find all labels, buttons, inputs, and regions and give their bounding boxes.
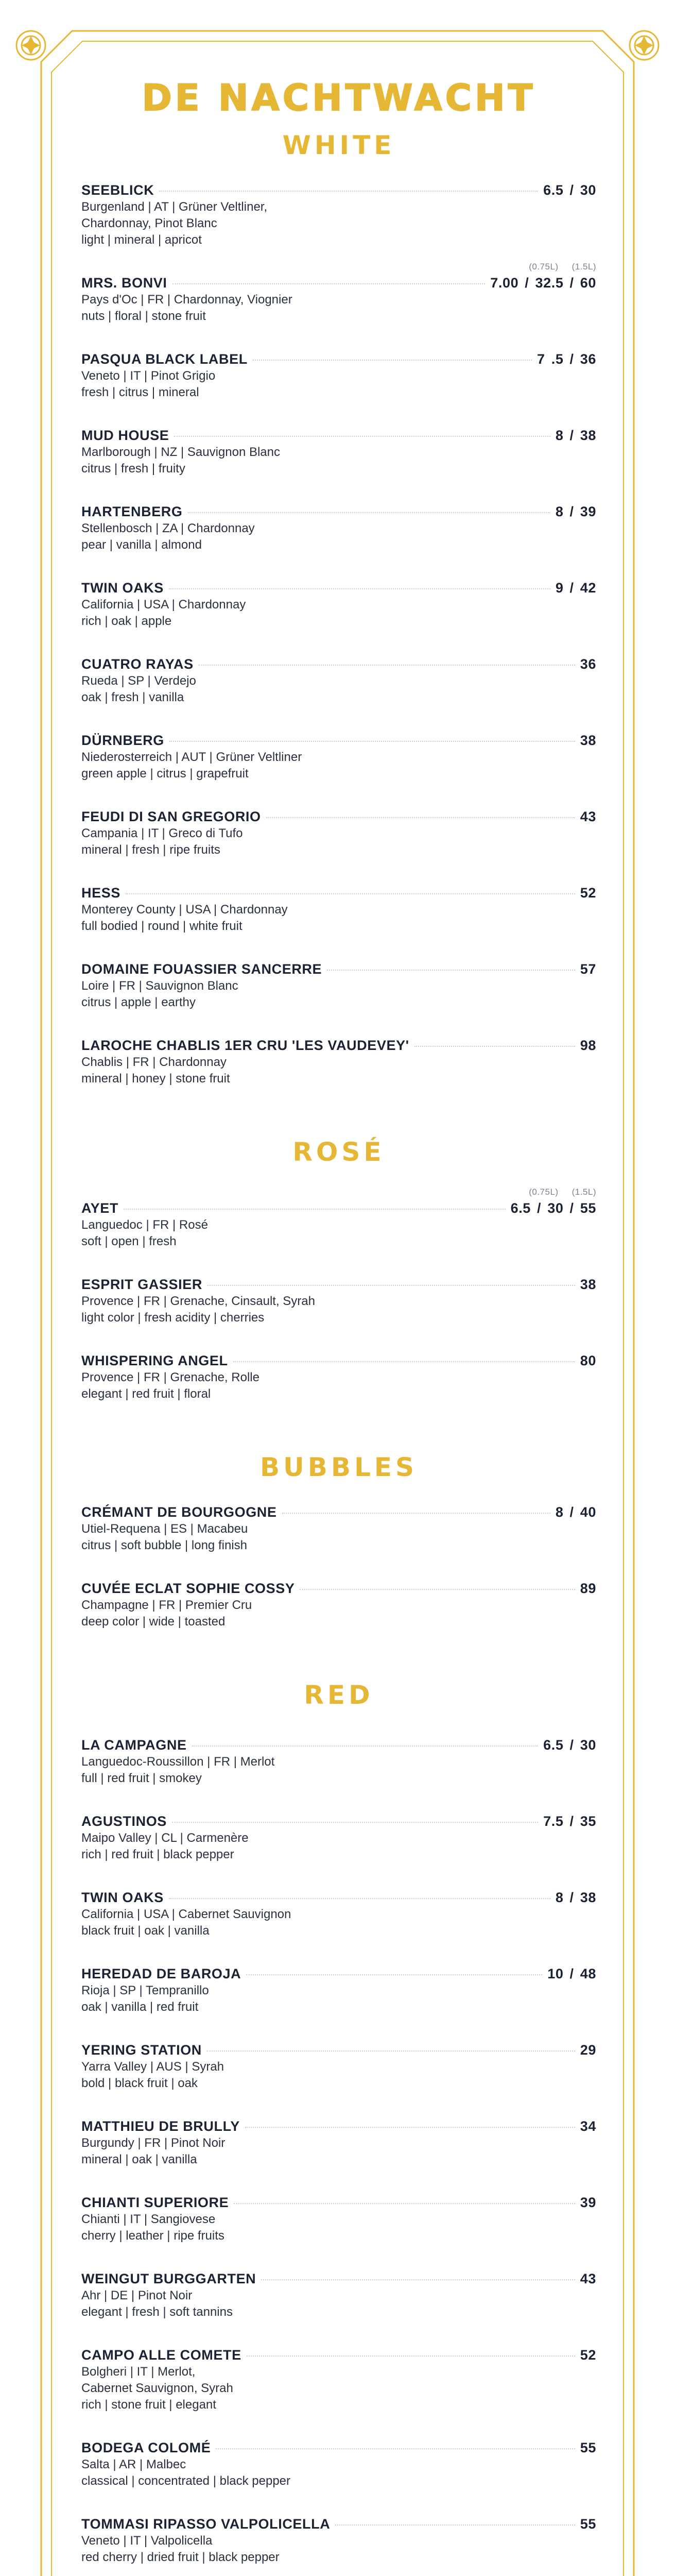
size-label-magnum: (1.5L) [572,1187,596,1197]
wine-item [81,2346,596,2413]
dotted-leader [199,665,575,666]
wine-origin-grapes: Rioja | SP | Tempranillo [81,1984,209,1997]
wine-price: 38 [580,1277,596,1292]
wine-name: LAROCHE CHABLIS 1ER CRU 'LES VAUDEVEY' [81,1038,409,1053]
wine-item-header [81,960,596,978]
dotted-leader [207,2050,575,2052]
wine-price: 8 / 38 [555,428,596,443]
wine-item [81,655,596,706]
dotted-leader [335,2524,575,2526]
menu-sections [81,130,596,2576]
wine-tasting-notes: soft | open | fresh [81,1234,177,1248]
wine-tasting-notes: light | mineral | apricot [81,233,202,247]
wine-name: DÜRNBERG [81,733,164,748]
wine-name: SEEBLICK [81,182,154,198]
wine-item [81,2439,596,2489]
wine-origin-grapes: Bolgheri | IT | Merlot, [81,2365,196,2379]
wine-item-header [81,2346,596,2364]
wine-tasting-notes: bold | black fruit | oak [81,2076,198,2090]
size-label-bottle: (0.75L) [529,262,559,272]
wine-origin-grapes: Champagne | FR | Premier Cru [81,1598,252,1612]
wine-name: YERING STATION [81,2042,202,2058]
wine-price: 6.5 / 30 [543,182,596,198]
wine-price: 36 [580,656,596,672]
wine-item-header [81,808,596,825]
section-white [81,130,596,1087]
wine-item [81,1503,596,1554]
size-label-magnum: (1.5L) [572,262,596,272]
wine-origin-grapes: Loire | FR | Sauvignon Blanc [81,979,238,993]
wine-item [81,579,596,630]
dotted-leader [233,1361,575,1362]
wine-item-header [81,2117,596,2135]
wine-origin-grapes: Veneto | IT | Valpolicella [81,2534,213,2548]
wine-price: 57 [580,961,596,977]
wine-item-header [81,503,596,520]
wine-tasting-notes: deep color | wide | toasted [81,1615,226,1629]
wine-item-header [81,655,596,673]
wine-origin-grapes: Chablis | FR | Chardonnay [81,1055,227,1069]
wine-item-header [81,1276,596,1293]
wine-origin-grapes: Niederosterreich | AUT | Grüner Veltliner [81,750,302,764]
wine-origin-grapes: Chianti | IT | Sangiovese [81,2212,216,2226]
wine-tasting-notes: elegant | fresh | soft tannins [81,2305,233,2319]
wine-price: 43 [580,2271,596,2286]
dotted-leader [159,191,538,192]
wine-item-header [81,1965,596,1982]
dotted-leader [169,1898,550,1899]
wine-name: HEREDAD DE BAROJA [81,1966,241,1981]
wine-item-header [81,1580,596,1597]
wine-origin-grapes: Languedoc-Roussillon | FR | Merlot [81,1755,275,1769]
wine-origin-grapes: Ahr | DE | Pinot Noir [81,2289,193,2302]
wine-item-header [81,579,596,597]
wine-origin-grapes: Maipo Valley | CL | Carmenère [81,1831,249,1845]
wine-tasting-notes: citrus | apple | earthy [81,995,196,1009]
wine-item-header [81,732,596,749]
wine-origin-grapes: California | USA | Chardonnay [81,598,246,612]
wine-origin-grapes: Provence | FR | Grenache, Cinsault, Syrah [81,1294,315,1308]
wine-price: 80 [580,1353,596,1368]
wine-tasting-notes: rich | stone fruit | elegant [81,2398,216,2412]
section-title-bubbles: BUBBLES [260,1452,418,1482]
wine-menu [81,77,596,2576]
wine-name: PASQUA BLACK LABEL [81,351,248,367]
wine-tasting-notes: rich | red fruit | black pepper [81,1848,234,1861]
wine-item-header [81,181,596,199]
wine-price: 7.00 / 32.5 / 60 [490,275,596,291]
dotted-leader [174,436,550,437]
wine-item-header [81,427,596,444]
wine-tasting-notes: citrus | soft bubble | long finish [81,1538,247,1552]
wine-item-header [81,1199,596,1217]
wine-tasting-notes: nuts | floral | stone fruit [81,309,206,323]
wine-name: TWIN OAKS [81,1890,164,1905]
wine-item-header [81,1812,596,1830]
wine-price: 89 [580,1581,596,1596]
wine-item-header [81,884,596,902]
section-red [81,1680,596,2576]
wine-price: 6.5 / 30 [543,1737,596,1753]
wine-item [81,1187,596,1250]
wine-name: MRS. BONVI [81,275,167,291]
wine-name: FEUDI DI SAN GREGORIO [81,809,261,824]
wine-price: 8 / 39 [555,504,596,519]
dotted-leader [327,970,575,971]
wine-price: 55 [580,2440,596,2455]
wine-price: 6.5 / 30 / 55 [510,1200,596,1216]
section-title-rose: ROSÉ [292,1137,385,1167]
wine-tasting-notes: mineral | honey | stone fruit [81,1072,230,1086]
wine-item [81,2270,596,2320]
wine-name: MUD HOUSE [81,428,169,443]
wine-tasting-notes: full | red fruit | smokey [81,1771,202,1785]
wine-item-header [81,1352,596,1369]
wine-origin-grapes: California | USA | Cabernet Sauvignon [81,1907,291,1921]
wine-item-header [81,2515,596,2533]
wine-item [81,1889,596,1939]
wine-item [81,884,596,935]
wine-name: BODEGA COLOMÉ [81,2440,211,2455]
wine-price: 52 [580,2347,596,2363]
wine-name: ESPRIT GASSIER [81,1277,202,1292]
dotted-leader [300,1589,575,1590]
dotted-leader [247,2355,575,2357]
wine-name: CUVÉE ECLAT SOPHIE COSSY [81,1581,295,1596]
wine-price: 7 .5 / 36 [537,351,596,367]
wine-item [81,1276,596,1326]
wine-name: CRÉMANT DE BOURGOGNE [81,1504,277,1520]
wine-price: 7.5 / 35 [543,1814,596,1829]
wine-item [81,960,596,1011]
dotted-leader [261,2279,575,2280]
wine-tasting-notes: oak | vanilla | red fruit [81,2000,199,2014]
section-title-white: WHITE [282,130,395,160]
wine-item-header [81,1889,596,1906]
wine-item-header [81,1037,596,1054]
wine-origin-grapes: Marlborough | NZ | Sauvignon Blanc [81,445,281,459]
wine-item-header [81,2194,596,2211]
wine-origin-grapes: Campania | IT | Greco di Tufo [81,826,243,840]
section-bubbles [81,1452,596,1630]
wine-item-header [81,274,596,292]
dotted-leader [253,360,532,361]
wine-tasting-notes: elegant | red fruit | floral [81,1387,211,1401]
dotted-leader [207,1285,575,1286]
wine-name: AYET [81,1200,118,1216]
dotted-leader [124,1209,506,1210]
dotted-leader [266,817,575,818]
wine-origin-grapes: Pays d'Oc | FR | Chardonnay, Viognier [81,293,292,307]
wine-name: HARTENBERG [81,504,183,519]
wine-price: 38 [580,733,596,748]
wine-item [81,181,596,248]
dotted-leader [234,2203,575,2204]
wine-tasting-notes: cherry | leather | ripe fruits [81,2229,224,2243]
wine-tasting-notes: black fruit | oak | vanilla [81,1924,210,1938]
wine-item [81,427,596,477]
wine-origin-grapes: Cabernet Sauvignon, Syrah [81,2381,233,2395]
dotted-leader [192,1745,539,1747]
wine-origin-grapes: Burgundy | FR | Pinot Noir [81,2136,226,2150]
dotted-leader [172,1822,538,1823]
bottle-size-labels [529,1187,596,1197]
wine-tasting-notes: oak | fresh | vanilla [81,690,184,704]
wine-origin-grapes: Languedoc | FR | Rosé [81,1218,208,1232]
wine-item [81,2515,596,2566]
section-title-red: RED [304,1680,374,1710]
wine-origin-grapes: Yarra Valley | AUS | Syrah [81,2060,224,2074]
wine-price: 29 [580,2042,596,2058]
wine-item [81,2117,596,2168]
wine-tasting-notes: fresh | citrus | mineral [81,385,199,399]
wine-tasting-notes: mineral | oak | vanilla [81,2153,197,2166]
wine-name: CAMPO ALLE COMETE [81,2347,241,2363]
wine-item [81,1580,596,1630]
wine-item [81,1352,596,1402]
wine-name: WHISPERING ANGEL [81,1353,228,1368]
wine-price: 52 [580,885,596,901]
wine-item [81,1736,596,1787]
corner-ornament-top-left [16,31,45,60]
wine-origin-grapes: Burgenland | AT | Grüner Veltliner, [81,200,268,214]
wine-name: DOMAINE FOUASSIER SANCERRE [81,961,322,977]
dotted-leader [126,893,575,894]
wine-price: 39 [580,2195,596,2210]
wine-name: CUATRO RAYAS [81,656,194,672]
wine-price: 43 [580,809,596,824]
wine-name: AGUSTINOS [81,1814,167,1829]
wine-item-header [81,2270,596,2287]
dotted-leader [414,1046,575,1047]
wine-price: 55 [580,2516,596,2532]
dotted-leader [169,588,550,589]
wine-tasting-notes: mineral | fresh | ripe fruits [81,843,220,857]
corner-ornament-top-right [630,31,659,60]
wine-item [81,350,596,401]
bottle-size-labels [529,262,596,272]
wine-tasting-notes: green apple | citrus | grapefruit [81,767,249,781]
section-rose [81,1137,596,1402]
dotted-leader [246,1974,542,1975]
wine-tasting-notes: rich | oak | apple [81,614,172,628]
wine-price: 98 [580,1038,596,1053]
wine-item [81,808,596,858]
dotted-leader [188,512,550,513]
wine-item-header [81,1503,596,1521]
wine-item [81,1812,596,1863]
wine-origin-grapes: Utiel-Requena | ES | Macabeu [81,1522,248,1536]
size-label-bottle: (0.75L) [529,1187,559,1197]
wine-item-header [81,1736,596,1754]
wine-item [81,1965,596,2015]
wine-name: MATTHIEU DE BRULLY [81,2119,240,2134]
dotted-leader [282,1513,550,1514]
wine-item [81,732,596,782]
wine-tasting-notes: red cherry | dried fruit | black pepper [81,2550,280,2564]
wine-item-header [81,2439,596,2456]
wine-origin-grapes: Salta | AR | Malbec [81,2458,186,2471]
wine-tasting-notes: pear | vanilla | almond [81,538,202,552]
dotted-leader [172,283,486,284]
wine-origin-grapes: Provence | FR | Grenache, Rolle [81,1370,259,1384]
wine-name: WEINGUT BURGGARTEN [81,2271,256,2286]
wine-name: HESS [81,885,120,901]
wine-tasting-notes: full bodied | round | white fruit [81,919,243,933]
wine-name: CHIANTI SUPERIORE [81,2195,229,2210]
dotted-leader [169,741,575,742]
wine-item [81,2041,596,2092]
wine-origin-grapes: Rueda | SP | Verdejo [81,674,196,688]
wine-item [81,262,596,325]
wine-name: TWIN OAKS [81,580,164,596]
wine-price: 10 / 48 [547,1966,596,1981]
wine-origin-grapes: Veneto | IT | Pinot Grigio [81,369,216,383]
wine-item-header [81,350,596,368]
wine-tasting-notes: classical | concentrated | black pepper [81,2474,291,2488]
wine-item [81,2194,596,2244]
wine-origin-grapes: Chardonnay, Pinot Blanc [81,216,217,230]
menu-title: DE NACHTWACHT [142,77,536,119]
wine-origin-grapes: Stellenbosch | ZA | Chardonnay [81,521,255,535]
wine-item-header [81,2041,596,2059]
wine-price: 8 / 38 [555,1890,596,1905]
wine-price: 8 / 40 [555,1504,596,1520]
wine-name: LA CAMPAGNE [81,1737,187,1753]
wine-item [81,503,596,553]
dotted-leader [245,2127,575,2128]
wine-name: TOMMASI RIPASSO VALPOLICELLA [81,2516,331,2532]
wine-item [81,1037,596,1087]
wine-price: 9 / 42 [555,580,596,596]
wine-tasting-notes: light color | fresh acidity | cherries [81,1311,265,1325]
dotted-leader [216,2448,575,2449]
wine-origin-grapes: Monterey County | USA | Chardonnay [81,903,288,917]
wine-tasting-notes: citrus | fresh | fruity [81,462,185,476]
wine-price: 34 [580,2119,596,2134]
